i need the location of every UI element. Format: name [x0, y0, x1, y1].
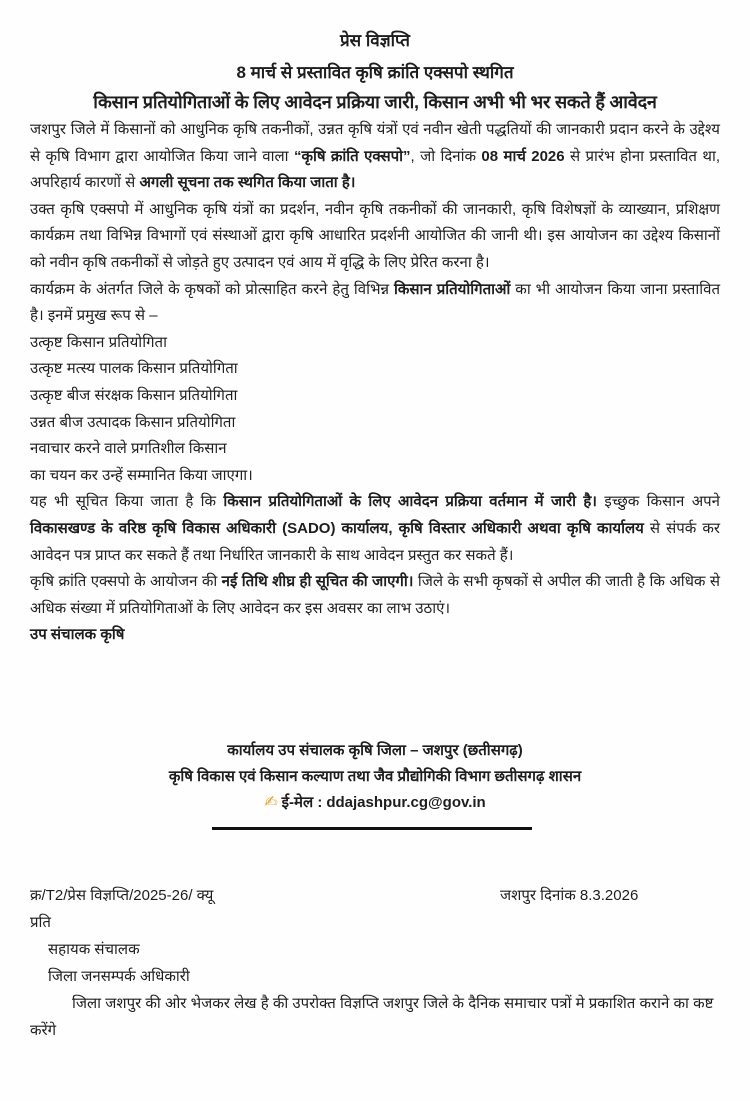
- document-title: प्रेस विज्ञप्ति: [340, 31, 410, 50]
- competition-item: उत्कृष्ट किसान प्रतियोगिता: [30, 333, 167, 351]
- to-label: प्रति: [30, 914, 51, 931]
- separator-line: [212, 827, 532, 830]
- email-row: [264, 790, 485, 816]
- competition-item: उन्नत बीज उत्पादक किसान प्रतियोगिता: [30, 413, 236, 431]
- competition-item: उत्कृष्ट बीज संरक्षक किसान प्रतियोगिता: [30, 386, 238, 404]
- paragraph-expo-details: उक्त कृषि एक्सपो में आधुनिक कृषि यंत्रों का प्रदर्शन, नवीन कृषि तकनीकों की जानकारी, कृषि विशेषज्ञों के व्याख्यान, प्रशिक्षण कार्यक्रम तथा विभिन्न विभागों एवं संस्थाओं द्वारा कृषि आधारित प्रदर्शनी आयोजित की जानी थी। इस आयोजन का उद्देश्य किसानों को नवीन कृषि तकनीकों से जोड़ते हुए उत्पादन एवं आय में वृद्धि के लिए प्रेरित करना है।: [30, 200, 720, 271]
- department-name: कृषि विकास एवं किसान कल्याण तथा जैव प्रौद्योगिकी विभाग छतीसगढ़ शासन: [168, 768, 582, 785]
- subheadline: किसान प्रतियोगिताओं के लिए आवेदन प्रक्रिया जारी, किसान अभी भी भर सकते हैं आवेदन: [93, 92, 657, 112]
- reference-number: क्र/T2/प्रेस विज्ञप्ति/2025-26/ क्यू: [30, 887, 214, 904]
- email-address[interactable]: ddajashpur.cg@gov.in: [326, 794, 486, 811]
- headline: 8 मार्च से प्रस्तावित कृषि क्रांति एक्सपो स्थगित: [236, 63, 514, 82]
- place-date: जशपुर दिनांक 8.3.2026: [500, 887, 639, 904]
- letterhead: [0, 738, 750, 816]
- postponement-notice: अगली सूचना तक स्थगित किया जाता है।: [139, 174, 356, 192]
- expo-date: 08 मार्च 2026: [481, 147, 565, 165]
- competition-item: उत्कृष्ट मत्स्य पालक किसान प्रतियोगिता: [30, 360, 238, 378]
- writing-hand-icon: ✍: [264, 794, 278, 811]
- email-label: ई-मेल :: [281, 794, 323, 811]
- expo-name: “कृषि क्रांति एक्सपो”: [293, 147, 411, 165]
- body-text: [30, 117, 720, 649]
- paragraph-application-process: यह भी सूचित किया जाता है कि किसान प्रतियोगिताओं के लिए आवेदन प्रक्रिया वर्तमान में जारी है। इच्छुक किसान अपने विकासखण्ड के वरिष्ठ कृषि विकास अधिकारी (SADO) कार्यालय, कृषि विस्तार अधिकारी अथवा कृषि कार्यालय से संपर्क कर आवेदन पत्र प्राप्त कर सकते हैं तथा निर्धारित जानकारी के साथ आवेदन प्रस्तुत कर सकते हैं।: [30, 493, 720, 564]
- signoff: उप संचालक कृषि: [30, 626, 125, 644]
- competition-item: नवाचार करने वाले प्रगतिशील किसान: [30, 440, 227, 458]
- recipient: सहायक संचालक: [48, 941, 140, 958]
- competitions-closing: का चयन कर उन्हें सम्मानित किया जाएगा।: [30, 466, 253, 484]
- publication-request: जिला जशपुर की ओर भेजकर लेख है की उपरोक्त विज्ञप्ति जशपुर जिले के दैनिक समाचार पत्रों मे प्रकाशित कराने का कष्ट करेंगे: [30, 995, 714, 1039]
- competitions-list: [30, 330, 720, 490]
- paragraph-competitions-intro: कार्यक्रम के अंतर्गत जिले के कृषकों को प्रोत्साहित करने हेतु विभिन्न किसान प्रतियोगिताओं का भी आयोजन किया जाना प्रस्तावित है। इनमें प्रमुख रूप से –: [30, 280, 720, 325]
- paragraph-postponement: जशपुर जिले में किसानों को आधुनिक कृषि तकनीकों, उन्नत कृषि यंत्रों एवं नवीन खेती पद्धतियों की जानकारी प्रदान करने के उद्देश्य से कृषि विभाग द्वारा आयोजित किया जाने वाला “कृषि क्रांति एक्सपो”, जो दिनांक 08 मार्च 2026 से प्रारंभ होना प्रस्तावित था, अपरिहार्य कारणों से अगली सूचना तक स्थगित किया जाता है।: [30, 121, 720, 192]
- paragraph-appeal: कृषि क्रांति एक्सपो के आयोजन की नई तिथि शीघ्र ही सूचित की जाएगी। जिले के सभी कृषकों से अपील की जाती है कि अधिक से अधिक संख्या में प्रतियोगिताओं के लिए आवेदन कर इस अवसर का लाभ उठाएं।: [30, 573, 720, 617]
- recipient: जिला जनसम्पर्क अधिकारी: [48, 968, 190, 985]
- reference-row: [30, 882, 720, 909]
- office-name: कार्यालय उप संचालक कृषि जिला – जशपुर (छतीसगढ़): [227, 742, 523, 759]
- dispatch-footer: [30, 882, 720, 1044]
